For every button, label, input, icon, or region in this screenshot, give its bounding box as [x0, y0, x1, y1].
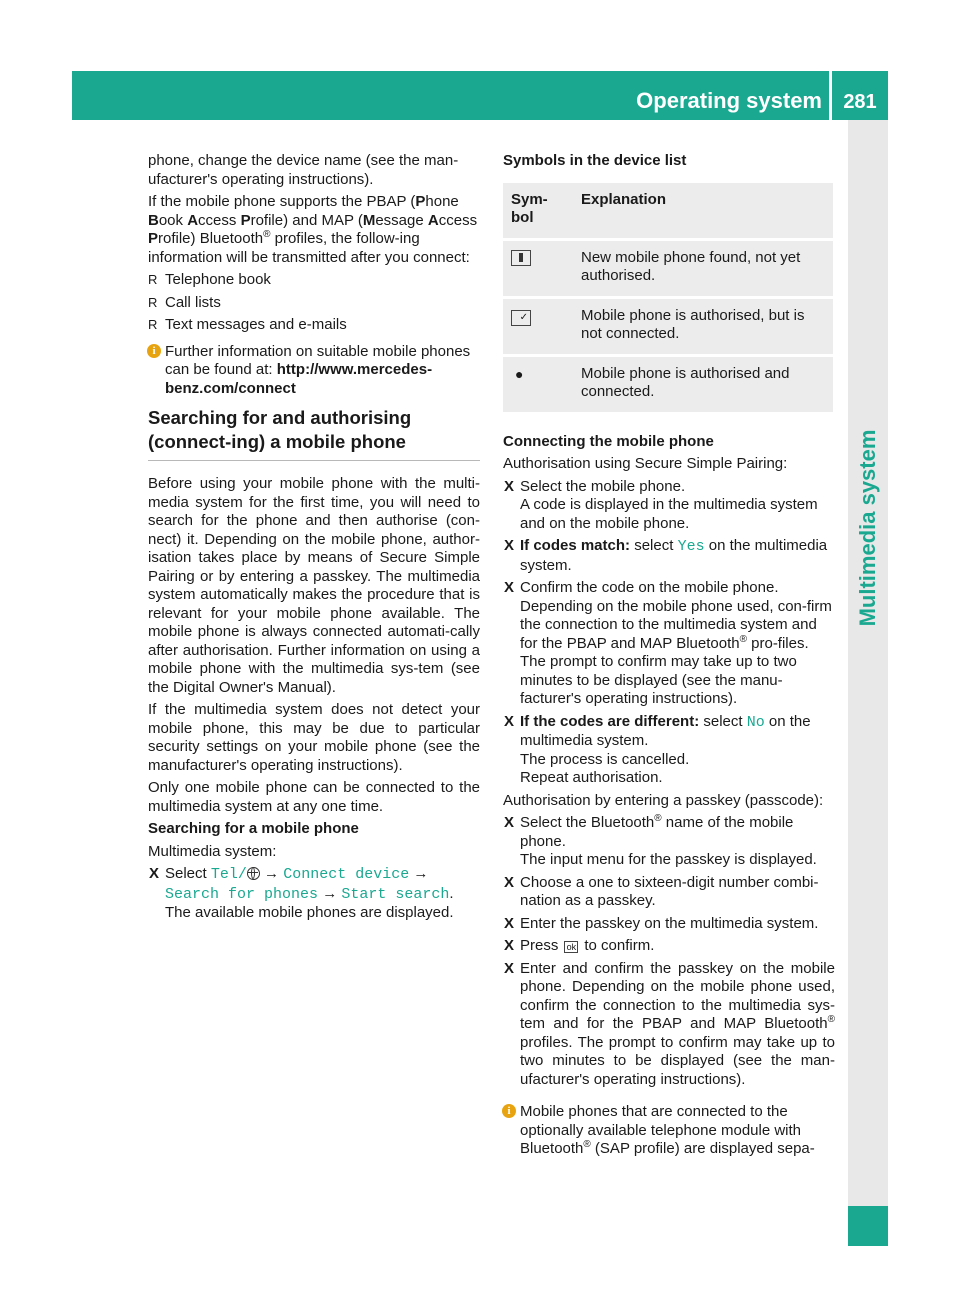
action-marker: X [504, 477, 515, 495]
subheading: Connecting the mobile phone [503, 432, 714, 450]
section-heading: Searching for and authorising (connect-ing) a mobile phone [148, 406, 480, 461]
action-marker: X [504, 712, 515, 730]
action-marker: X [149, 865, 160, 882]
paragraph: Only one mobile phone can be connected to the multimedia system at any one time. [148, 779, 480, 815]
menu-item-yes: Yes [677, 538, 705, 555]
action-marker: X [504, 537, 515, 554]
action-step: X Select Tel/ → Connect device → Search for phones → Start search. The available mobile phones are displayed. [149, 865, 454, 921]
action-marker: X [504, 959, 515, 977]
side-tab-bar [848, 120, 888, 1246]
bullet-marker: R [148, 272, 158, 287]
subheading: Searching for a mobile phone [148, 820, 359, 837]
action-step: X If the codes are different: select No on the multimedia system. The process is cancelled. Repeat authorisation. [504, 712, 811, 786]
table-title: Symbols in the device list [503, 152, 687, 169]
list-item: R Telephone book [148, 271, 271, 288]
table-header-row [503, 183, 833, 238]
action-step: X Press ok to confirm. [504, 937, 655, 954]
table-row [503, 299, 833, 354]
bullet-marker: R [148, 294, 158, 310]
menu-item-no: No [746, 713, 765, 731]
action-step: X Select the mobile phone. A code is displayed in the multimedia system and on the mobile phone. [504, 477, 818, 532]
paragraph: Authorisation by entering a passkey (passcode): [503, 791, 824, 809]
left-column [148, 152, 480, 927]
menu-path-start-search: Start search [341, 885, 450, 903]
column-header: Sym-bol [503, 183, 573, 238]
info-note: i Mobile phones that are connected to the optionally available telephone module with Bluetooth® (SAP profile) are displayed sepa- [503, 1103, 835, 1159]
table-row [503, 357, 833, 412]
action-step: X Choose a one to sixteen-digit number combi-nation as a passkey. [504, 873, 819, 909]
action-step: X If codes match: select Yes on the multimedia system. [504, 537, 828, 574]
ok-button-icon: ok [564, 941, 578, 953]
table-cell: Mobile phone is authorised, but is not connected. [573, 299, 833, 354]
action-marker: X [504, 873, 515, 891]
right-column [503, 152, 835, 1163]
authorised-phone-icon: ✓ [511, 310, 531, 326]
list-item: R Text messages and e-mails [148, 316, 347, 333]
url-link[interactable]: http://www.mercedes-benz.com/connect [165, 361, 433, 397]
menu-path-connect-device: Connect device [283, 866, 410, 883]
action-step: X Enter and confirm the passkey on the mobile phone. Depending on the mobile phone used, confirm the connection to the multimedia sys-tem and for the PBAP and MAP Bluetooth® profiles. The prompt to confirm may take up to two minutes to be displayed (see the man-ufacturer's operating instructions). [504, 959, 835, 1088]
page-header-title: Operating system [636, 88, 822, 113]
column-header: Explanation [573, 183, 833, 238]
paragraph: Authorisation using Secure Simple Pairing: [503, 455, 788, 472]
menu-path-search-for-phones: Search for phones [165, 885, 319, 903]
info-icon: i [147, 344, 161, 358]
action-marker: X [504, 914, 515, 932]
paragraph: If the multimedia system does not detect your mobile phone, this may be due to particular security settings on your mobile phone (see the manufacturer's operating instructions). [148, 701, 480, 774]
info-note: i Further information on suitable mobile phones can be found at: http://www.mercedes-benz.com/connect [148, 343, 480, 399]
action-step: X Confirm the code on the mobile phone. Depending on the mobile phone used, con-firm the connection to the multimedia system and for the PBAP and MAP Bluetooth® pro-files. The prompt to confirm may take up to two minutes to be displayed (see the manu-facturer's operating instructions). [504, 579, 832, 707]
table-row [503, 241, 833, 296]
paragraph-pbap: If the mobile phone supports the PBAP (Phone Book Access Profile) and MAP (Message Access Profile) Bluetooth® profiles, the follow-ing information will be transmitted after you connect: [148, 193, 478, 266]
action-marker: X [504, 814, 515, 831]
globe-icon [247, 867, 260, 880]
paragraph: Multimedia system: [148, 842, 277, 860]
action-marker: X [504, 937, 515, 954]
list-item: R Call lists [148, 293, 221, 311]
side-tab-marker [848, 1206, 888, 1246]
table-cell: New mobile phone found, not yet authorised. [573, 241, 833, 296]
page-number: 281 [843, 91, 877, 113]
action-marker: X [504, 579, 515, 596]
symbols-table [503, 180, 833, 415]
action-step: X Select the Bluetooth® name of the mobile phone. The input menu for the passkey is displayed. [504, 813, 817, 868]
action-step: X Enter the passkey on the multimedia system. [504, 914, 819, 932]
connected-dot-icon: ● [515, 365, 524, 382]
table-cell: Mobile phone is authorised and connected. [573, 357, 833, 412]
new-phone-icon [511, 250, 531, 266]
info-icon: i [502, 1104, 516, 1118]
side-tab-label: Multimedia system [855, 429, 880, 627]
menu-path-tel: Tel/ [210, 866, 247, 883]
header-separator [829, 71, 832, 120]
paragraph: Before using your mobile phone with the multi-media system for the first time, you will need to search for the phone and then authorise (con-nect) it. Depending on the mobile phone, author-isation takes place by means of Secure Simple Pairing or by entering a passkey. The multimedia system automatically makes the procedure that is relevant for your mobile phone available. The mobile phone is always connected automati-cally after authorisation. Further information on using a mobile phone with the multimedia sys-tem (see the Digital Owner's Manual). [148, 475, 480, 696]
bullet-marker: R [148, 317, 158, 332]
paragraph: phone, change the device name (see the man-ufacturer's operating instructions). [148, 152, 459, 188]
